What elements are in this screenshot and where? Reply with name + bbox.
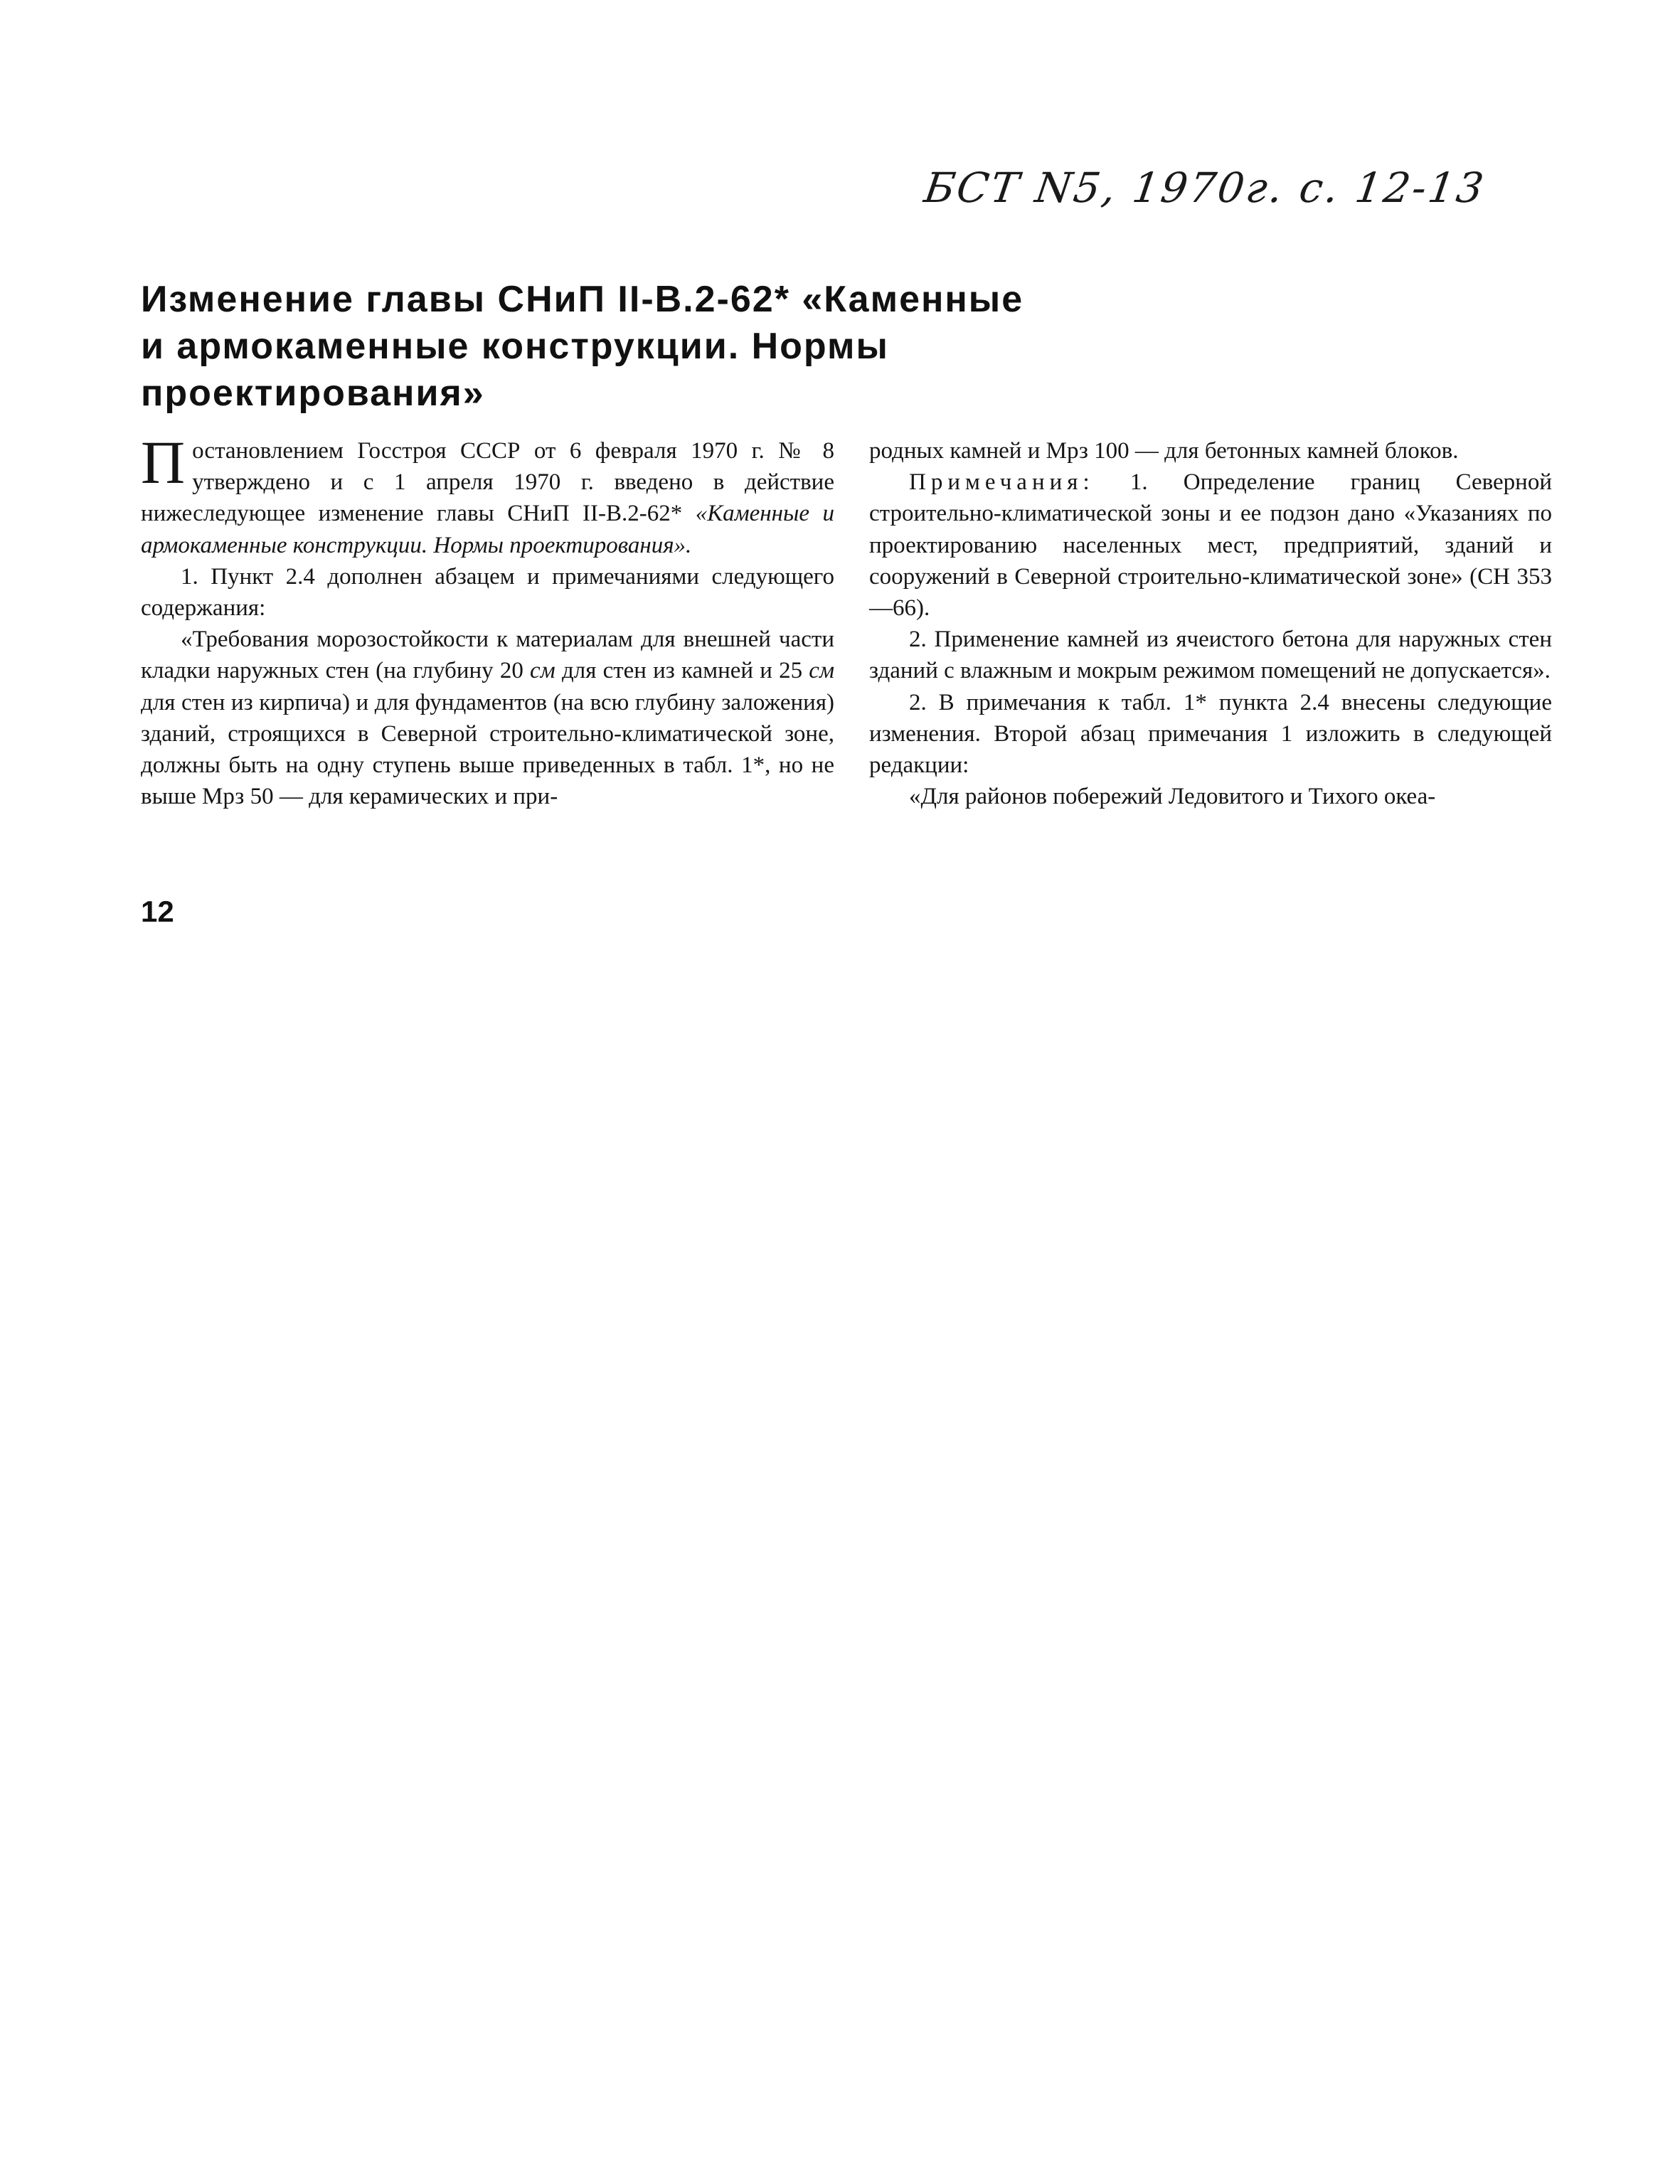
intro-italic-title: «Каменные и армокаменные конструкции. Нормы проектирования». xyxy=(141,501,841,558)
intro-text: остановлением Госстроя СССР от 6 февраля 1970 г. № 8 утверждено и с 1 апреля 1970 г. введено в действие нижеследующее изменение главы СНиП II-В.2-62* xyxy=(141,438,841,527)
frost-text-b: для стен из камней и 25 xyxy=(555,658,809,684)
frost-text-c: для стен из кирпича) и для фундаментов (на всю глубину заложения) зданий, строящихся в Северной строительно-климатической зоне, должны быть на одну ступень выше приведенных в табл. 1*, но не выше Мрз 50 — для керамических и при- xyxy=(141,658,841,810)
drop-cap: П xyxy=(141,428,186,496)
notes-label: Примечания: xyxy=(909,469,1095,496)
document-title xyxy=(141,276,1208,417)
unit-cm-2: см xyxy=(809,658,835,684)
unit-cm-1: см xyxy=(530,658,555,684)
quote-paragraph: «Для районов побережий Ледовитого и Тихого океа- xyxy=(909,784,1436,810)
left-column xyxy=(141,428,841,812)
note-1-text: 1. Определение границ Северной строительно-климатической зоны и ее подзон дано «Указаниях по проектированию населенных мест, предприятий, зданий и сооружений в Северной строительно-климатической зоне» (СН 353—66). xyxy=(869,469,1558,622)
right-column xyxy=(869,435,1558,812)
intro-paragraph xyxy=(141,428,841,561)
item-2-paragraph: 2. В примечания к табл. 1* пункта 2.4 внесены следующие изменения. Второй абзац примечания 1 изложить в следующей редакции: xyxy=(869,689,1558,779)
item-1-paragraph: 1. Пункт 2.4 дополнен абзацем и примечаниями следующего содержания: xyxy=(141,563,841,622)
title-line-2: и армокаменные конструкции. Нормы проектирования» xyxy=(141,326,901,414)
page-number: 12 xyxy=(141,895,174,928)
note-2-paragraph: 2. Применение камней из ячеистого бетона для наружных стен зданий с влажным и мокрым режимом помещений не допускается». xyxy=(869,627,1558,684)
notes-paragraph xyxy=(869,467,1558,624)
frost-text-a: «Требования морозостойкости к материалам для внешней части кладки наружных стен (на глубину 20 xyxy=(141,627,841,684)
frost-requirements-paragraph xyxy=(141,624,841,812)
title-line-1: Изменение главы СНиП II-В.2-62* «Каменные xyxy=(141,279,1024,320)
continuation-paragraph: родных камней и Мрз 100 — для бетонных камней блоков. xyxy=(869,438,1459,464)
handwritten-reference: БСТ N5, 1970г. с. 12-13 xyxy=(921,164,1489,212)
